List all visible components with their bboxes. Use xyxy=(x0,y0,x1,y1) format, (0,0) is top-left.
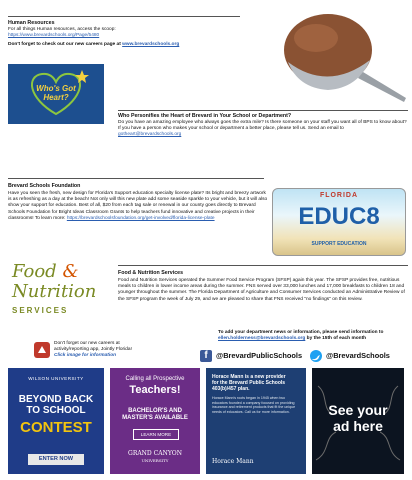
food-top-rule xyxy=(118,265,408,266)
gcu-ad[interactable] xyxy=(110,368,200,474)
hr-title: Human Resources xyxy=(8,20,55,26)
hr-text: For all things Human resources, access the scoop: xyxy=(8,27,116,32)
gcu-learn-more-button[interactable]: LEARN MORE xyxy=(133,429,179,440)
your-ad-here[interactable] xyxy=(312,368,404,474)
heart-logo-line2: Heart? xyxy=(43,93,69,102)
heart-title: Who Personifies the Heart of Brevard in Your School or Department? xyxy=(118,113,292,119)
heart-top-rule xyxy=(118,110,408,111)
gcu-line2: Teachers! xyxy=(129,384,181,396)
wilson-line1: BEYOND BACK xyxy=(18,394,94,405)
twitter-handle[interactable]: @BrevardSchools xyxy=(326,351,390,360)
wilson-line2: TO SCHOOL xyxy=(26,405,86,416)
facebook-icon[interactable]: f xyxy=(200,350,212,362)
food-logo-amp: & xyxy=(62,261,79,282)
careers-line xyxy=(8,42,248,48)
horace-body: Horace Mann's roots began in 1945 when two educators founded a company focused on providing insurance and retirement products that fit the unique needs of educators. Call us for more information. xyxy=(212,396,296,414)
horace-mann-ad[interactable] xyxy=(206,368,306,474)
food-nutrition-logo xyxy=(8,262,108,330)
hr-top-rule xyxy=(8,16,240,17)
careers-text: Don't forget to check out our new careers page at xyxy=(8,42,123,47)
app-block xyxy=(54,341,214,360)
foundation-link[interactable]: https://brevardschoolsfoundation.org/get-involved/florida-license-plate xyxy=(66,215,215,221)
gcu-line3: BACHELOR'S AND xyxy=(128,408,182,414)
hr-link[interactable]: https://www.brevardschools.org/Page/5480 xyxy=(8,33,100,38)
submit-email-link[interactable]: ellen.holderness@brevardschools.org xyxy=(218,336,306,342)
gcu-brand1: GRAND CANYON xyxy=(128,450,182,457)
whos-got-heart-logo xyxy=(8,64,104,124)
foundation-top-rule xyxy=(8,178,264,179)
plate-state: FLORIDA xyxy=(319,192,359,199)
food-logo-line1: Food xyxy=(12,261,57,282)
twitter-icon[interactable] xyxy=(310,350,322,362)
plate-number: EDUC8 xyxy=(298,203,380,230)
submit-block xyxy=(218,330,408,342)
wilson-ad[interactable] xyxy=(8,368,104,474)
careers-link[interactable]: www.brevardschools.org xyxy=(122,42,180,47)
facebook-handle[interactable]: @BrevardPublicSchools xyxy=(216,351,303,360)
foundation-text-block xyxy=(8,191,268,222)
submit-suffix: by the 15th of each month xyxy=(305,336,367,342)
ad-here-line1: See your xyxy=(328,402,388,418)
gcu-brand2: UNIVERSITY xyxy=(141,458,169,463)
heart-text-block xyxy=(118,120,408,139)
license-plate-image xyxy=(272,188,406,256)
heart-logo-line1: Who's Got xyxy=(36,84,76,93)
horace-line3: 403(b)/457 plan. xyxy=(212,386,250,392)
gcu-line1: Calling all Prospective xyxy=(125,376,185,382)
gcu-line4: MASTER'S AVAILABLE xyxy=(122,415,188,421)
ice-cream-scoop-image xyxy=(258,2,408,102)
app-line2: activity/reporting app, Jointly Florida! xyxy=(54,347,132,353)
plate-bottom: SUPPORT EDUCATION xyxy=(311,241,367,247)
submit-text: To add your department news or information, please send information to xyxy=(218,330,384,335)
food-logo-line2: Nutrition xyxy=(12,281,97,302)
food-logo-line3: SERVICES xyxy=(12,306,69,315)
heart-text: Do you have an amazing employee who always goes the extra mile? Is there someone on your staff you want all of BPS to know about? If you have a person who makes your school or department a better place, please tell us. Send an email to xyxy=(118,120,407,132)
foundation-text: Have you seen the fresh, new design for Florida's Support education specialty license plate? Its bright and breezy artwork is as refreshing as a day at the beach! Not only will this new plate add some seaside sparkle to your vehicle, but it will also show your support for education. Best of all, $20 from each tag sale or renewal in our county goes directly to Brevard Schools Foundation for Bright Ideas Classroom Grants to help teachers fund innovative and creative projects in their classrooms! To learn more: xyxy=(8,191,268,221)
wilson-line3: CONTEST xyxy=(20,419,92,436)
food-title: Food & Nutrition Services xyxy=(118,270,184,276)
foundation-title: Brevard Schools Foundation xyxy=(8,183,81,189)
horace-brand: Horace Mann xyxy=(212,458,254,465)
jointly-app-icon[interactable] xyxy=(34,342,50,358)
wilson-enter-button[interactable]: ENTER NOW xyxy=(28,454,84,465)
heart-email-link[interactable]: gotheart@brevardschools.org xyxy=(118,132,182,138)
wilson-brand: WILSON UNIVERSITY xyxy=(28,376,84,381)
horace-line2: for the Brevard Public Schools xyxy=(212,380,286,386)
app-click-link[interactable]: Click image for information xyxy=(54,353,117,359)
food-text: Food and Nutrition Services operated the Summer Food Service Program (SFSP) again this year. The SFSP provides free, nutritious meals to children in lower income areas during the summer. FNS served over 33,000 lunches and 17,000 breakfasts to children 18 and younger throughout the summer. The Florida Department of Agriculture and Consumer Services conducted an Administrative Review of the SFSP program the week of July 29, and we are pleased to share that FNS received "no findings" on this review. xyxy=(118,278,405,302)
ad-here-line2: ad here xyxy=(333,418,383,434)
app-line1: Don't forget our new careers at xyxy=(54,341,120,346)
horace-line1: Horace Mann is a new provider xyxy=(212,374,286,380)
